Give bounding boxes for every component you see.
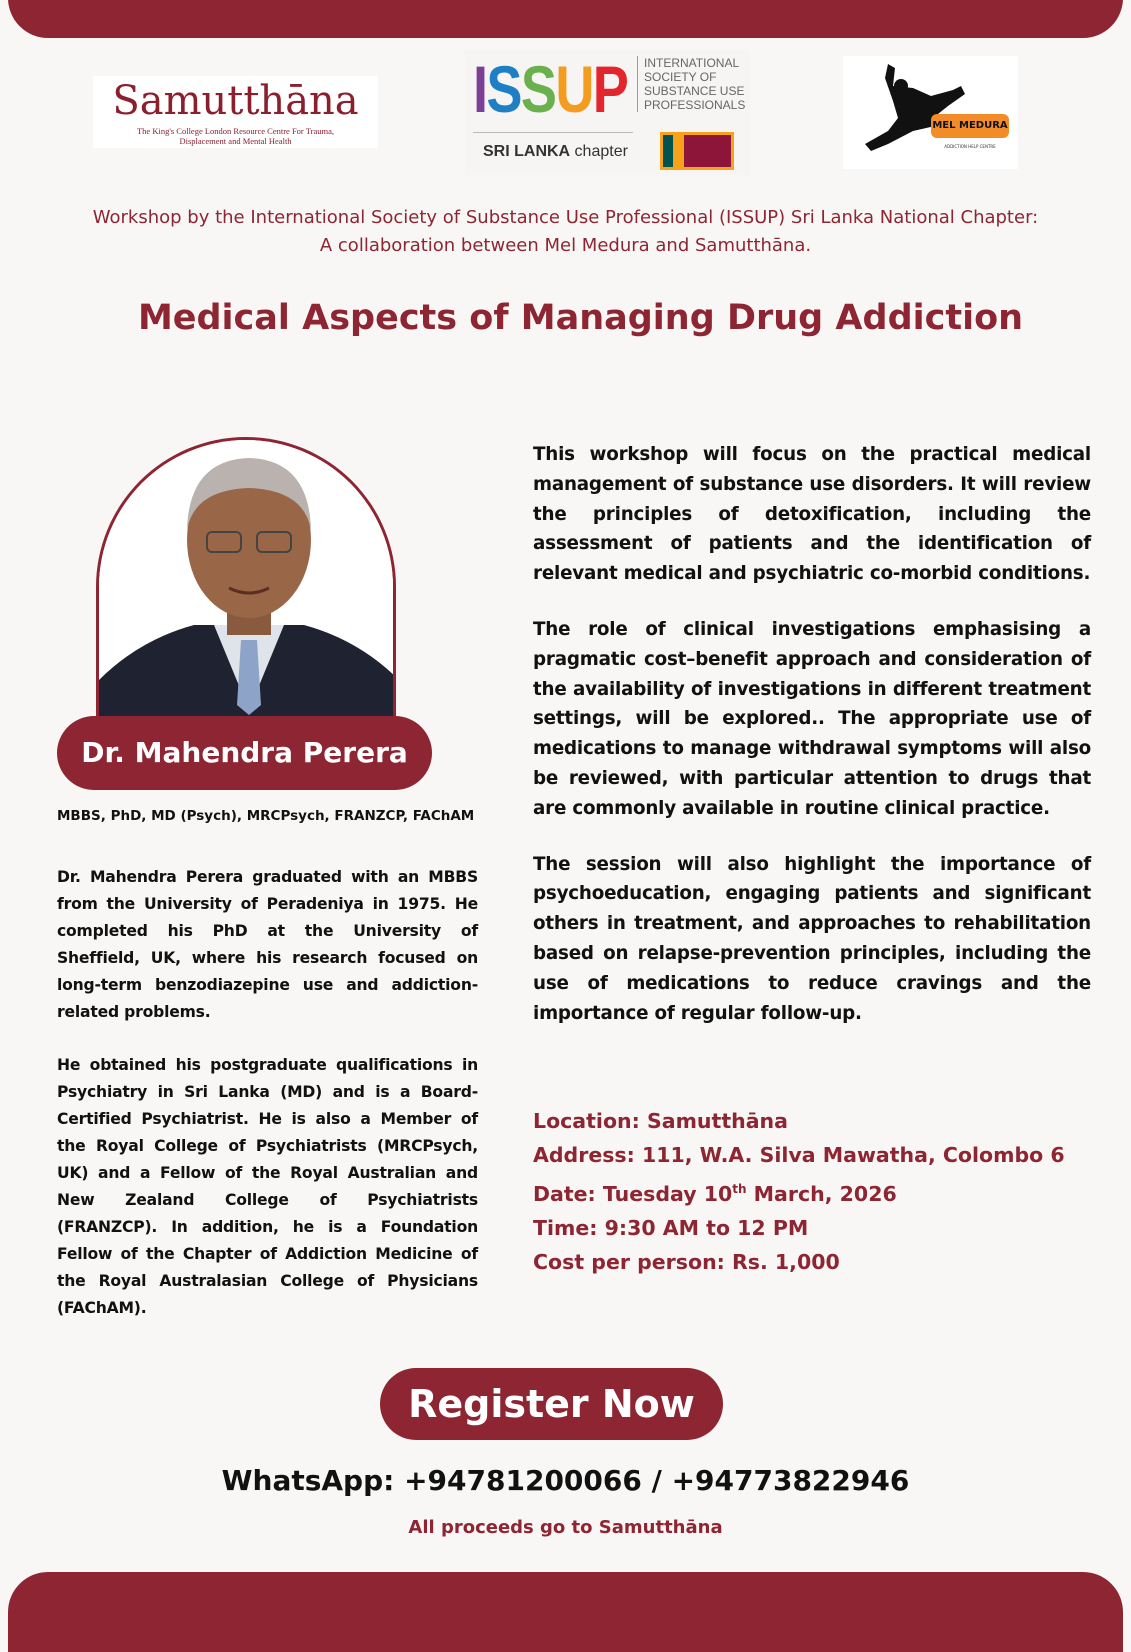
issup-logo [465, 50, 750, 175]
date-ordinal: th [732, 1182, 747, 1196]
samutthana-tagline: The King's College London Resource Centre For Trauma, [136, 126, 334, 136]
page-title: Medical Aspects of Managing Drug Addiction [137, 298, 1024, 338]
event-location: Location: Samutthāna [533, 1109, 788, 1133]
mel-medura-logo [843, 56, 1018, 169]
issup-letter: S [486, 52, 521, 126]
event-time: Time: 9:30 AM to 12 PM [533, 1215, 809, 1240]
subtitle-line: Workshop by the International Society of Substance Use Professional (ISSUP) Sri Lanka National Chapter: [92, 207, 1039, 228]
event-details [533, 1104, 1065, 1279]
workshop-description [533, 440, 1091, 1054]
bio-paragraph: He obtained his postgraduate qualifications in Psychiatry in Sri Lanka (MD) and is a Board-Certified Psychiatrist. He is also a Member of the Royal College of Psychiatrists (MRCPsych, UK) and a Fellow of the Royal Australian and New Zealand College of Psychiatrists (FRANZCP). In addition, he is a Foundation Fellow of the Chapter of Addiction Medicine of the Royal Australasian College of Physicians (FAChAM). [57, 1056, 478, 1317]
chapter-country: SRI LANKA [483, 143, 571, 160]
issup-letter: U [555, 52, 593, 126]
whatsapp-contact: WhatsApp: +94781200066 / +94773822946 [221, 1464, 910, 1497]
samutthana-logo-text: Samutthāna [112, 78, 359, 124]
workshop-subtitle [0, 204, 1131, 260]
mel-medura-tagline: ADDICTION HELP CENTRE [944, 144, 996, 149]
description-paragraph: The role of clinical investigations emphasising a pragmatic cost–benefit approach and consideration of the availability of investigations in different treatment settings, will be explored.. The appropriate use of medications to manage withdrawal symptoms will also be reviewed, with particular attention to drugs that are commonly available in routine clinical practice. [533, 618, 1091, 819]
bottom-banner [8, 1572, 1123, 1652]
issup-letter: I [473, 52, 487, 126]
subtitle-line: A collaboration between Mel Medura and Samutthāna. [319, 235, 812, 256]
speaker-name: Dr. Mahendra Perera [57, 716, 432, 790]
date-text: March, 2026 [746, 1181, 897, 1206]
issup-letter: P [592, 52, 628, 126]
jumping-figure-icon [843, 56, 1018, 169]
event-date [533, 1172, 1065, 1211]
bio-paragraph: Dr. Mahendra Perera graduated with an MBBS from the University of Peradeniya in 1975. He completed his PhD at the University of Sheffield, UK, where his research focused on long-term benzodiazepine use and addiction-related problems. [57, 868, 478, 1021]
issup-wordmark [473, 54, 627, 124]
register-now-button[interactable]: Register Now [380, 1368, 723, 1440]
speaker-qualifications: MBBS, PhD, MD (Psych), MRCPsych, FRANZCP, FAChAM [57, 808, 475, 824]
sri-lanka-flag-icon [660, 132, 734, 170]
date-text: Date: Tuesday 10 [533, 1181, 733, 1206]
proceeds-note: All proceeds go to Samutthāna [408, 1517, 723, 1538]
description-paragraph: This workshop will focus on the practical medical management of substance use disorders. It will review the principles of detoxification, including the assessment of patients and the identification of relevant medical and psychiatric co-morbid conditions. [533, 444, 1091, 585]
event-address: Address: 111, W.A. Silva Mawatha, Colombo 6 [533, 1143, 1065, 1167]
issup-letter: S [520, 52, 556, 126]
issup-chapter [473, 132, 633, 170]
top-banner [8, 0, 1123, 38]
chapter-label: chapter [570, 143, 628, 160]
speaker-bio [57, 864, 478, 1348]
description-paragraph: The session will also highlight the importance of psychoeducation, engaging patients and significant others in treatment, and approaches to rehabilitation based on relapse-prevention principles, including the use of medications to reduce cravings and the importance of regular follow-up. [533, 853, 1091, 1024]
samutthana-tagline: Displacement and Mental Health [179, 136, 292, 146]
mel-medura-name: MEL MEDURA [932, 120, 1008, 131]
event-cost: Cost per person: Rs. 1,000 [533, 1249, 840, 1274]
issup-description: INTERNATIONAL SOCIETY OF SUBSTANCE USE PROFESSIONALS [637, 56, 747, 112]
samutthana-logo [93, 76, 378, 148]
speaker-photo [96, 437, 396, 727]
